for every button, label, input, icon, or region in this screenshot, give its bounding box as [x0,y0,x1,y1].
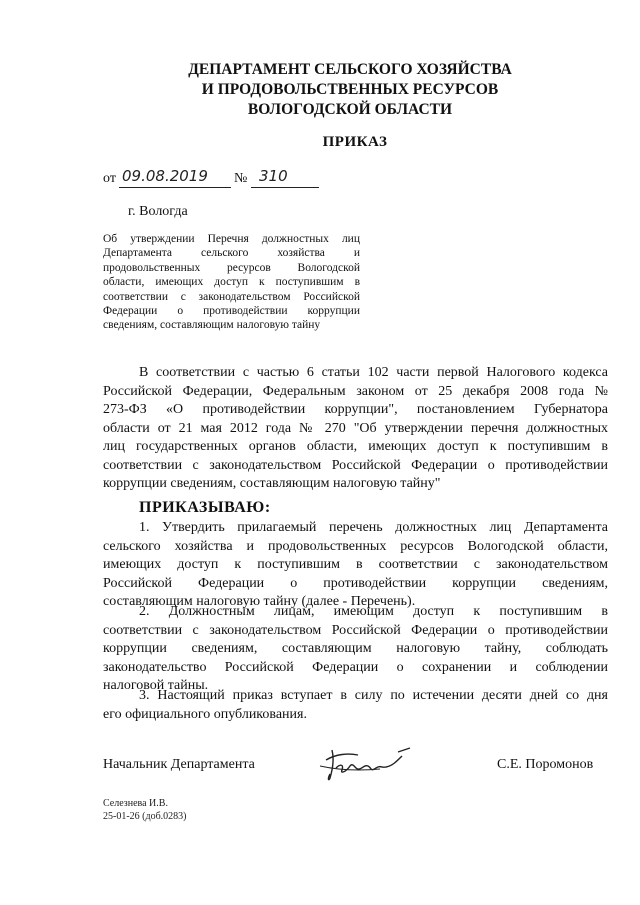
subject-line: соответствии с законодательством Российской [103,290,360,303]
item-line: его официального опубликования. [103,706,307,722]
preamble-line: коррупции сведениям, составляющим налоговую тайну" [103,476,441,491]
item-line: налоговой тайны. [103,678,209,693]
subject-line: Федерации о противодействии коррупции [103,305,360,318]
subject-line: продовольственных ресурсов Вологодской [103,261,360,274]
signer-position: Начальник Департамента [103,757,255,772]
preamble-line: соответствии с законодательством Российской Федерации о противодействии [103,457,608,473]
document-title: ПРИКАЗ [322,134,388,150]
executor-name: Селезнева И.В. [103,798,168,809]
executor-phone: 25-01-26 (доб.0283) [103,811,187,822]
preamble-line: Российской Федерации, Федеральным законом от 25 декабря 2008 года № [103,383,608,399]
number-value: 310 [259,167,288,185]
date-underline [119,187,231,188]
order-item-3 [103,687,608,724]
preamble-line: области от 21 мая 2012 года № 270 "Об утверждении перечня должностных [103,420,608,436]
item-line: законодательство Российской Федерации о сохранении и соблюдении [103,659,608,675]
heading-line: И ПРОДОВОЛЬСТВЕННЫХ РЕСУРСОВ [201,81,499,98]
handwritten-signature [318,744,418,784]
subject-line: сведениям, составляющим налоговую тайну [103,319,321,332]
signer-name: С.Е. Поромонов [497,757,594,772]
subject-line: Департамента сельского хозяйства и [103,247,360,260]
item-line: соответствии с законодательством Российской Федерации о противодействии [103,622,608,638]
number-prefix: № [234,171,248,186]
order-word: ПРИКАЗЫВАЮ: [139,499,271,516]
city: г. Вологда [128,204,188,219]
subject-line: Об утверждении Перечня должностных лиц [103,233,360,245]
heading-line: ДЕПАРТАМЕНТ СЕЛЬСКОГО ХОЗЯЙСТВА [188,61,512,78]
item-line: Российской Федерации о противодействии коррупции сведениям, [103,575,608,591]
preamble-line: лиц государственных органов области, имеющих доступ к поступившим в [103,439,608,454]
item-line: 2. Должностным лицам, имеющим доступ к поступившим в [139,604,608,619]
date-value: 09.08.2019 [122,167,208,185]
item-line: сельского хозяйства и продовольственных ресурсов Вологодской области, [103,538,608,554]
item-line: 1. Утвердить прилагаемый перечень должностных лиц Департамента [139,520,608,535]
order-item-2 [103,603,608,696]
item-line: составляющим налоговую тайну (далее - Перечень). [103,594,416,609]
executor-footer [103,797,187,823]
order-subject [103,232,360,333]
item-line: коррупции сведениям, составляющим налоговую тайну, соблюдать [103,641,608,656]
subject-line: области, имеющих доступ к поступившим в [103,276,360,289]
date-prefix: от [103,171,116,186]
order-item-1 [103,519,608,612]
item-line: имеющих доступ к поступившим в соответствии с законодательством [103,557,608,572]
heading-line: ВОЛОГОДСКОЙ ОБЛАСТИ [247,101,453,118]
date-number-line [103,167,343,193]
preamble-line: В соответствии с частью 6 статьи 102 части первой Налогового кодекса [139,365,608,380]
item-line: 3. Настоящий приказ вступает в силу по истечении десяти дней со дня [139,688,608,703]
preamble-line: 273-ФЗ «О противодействии коррупции", постановлением Губернатора [103,402,608,417]
number-underline [251,187,319,188]
department-heading [150,60,550,120]
preamble-paragraph [103,364,608,494]
